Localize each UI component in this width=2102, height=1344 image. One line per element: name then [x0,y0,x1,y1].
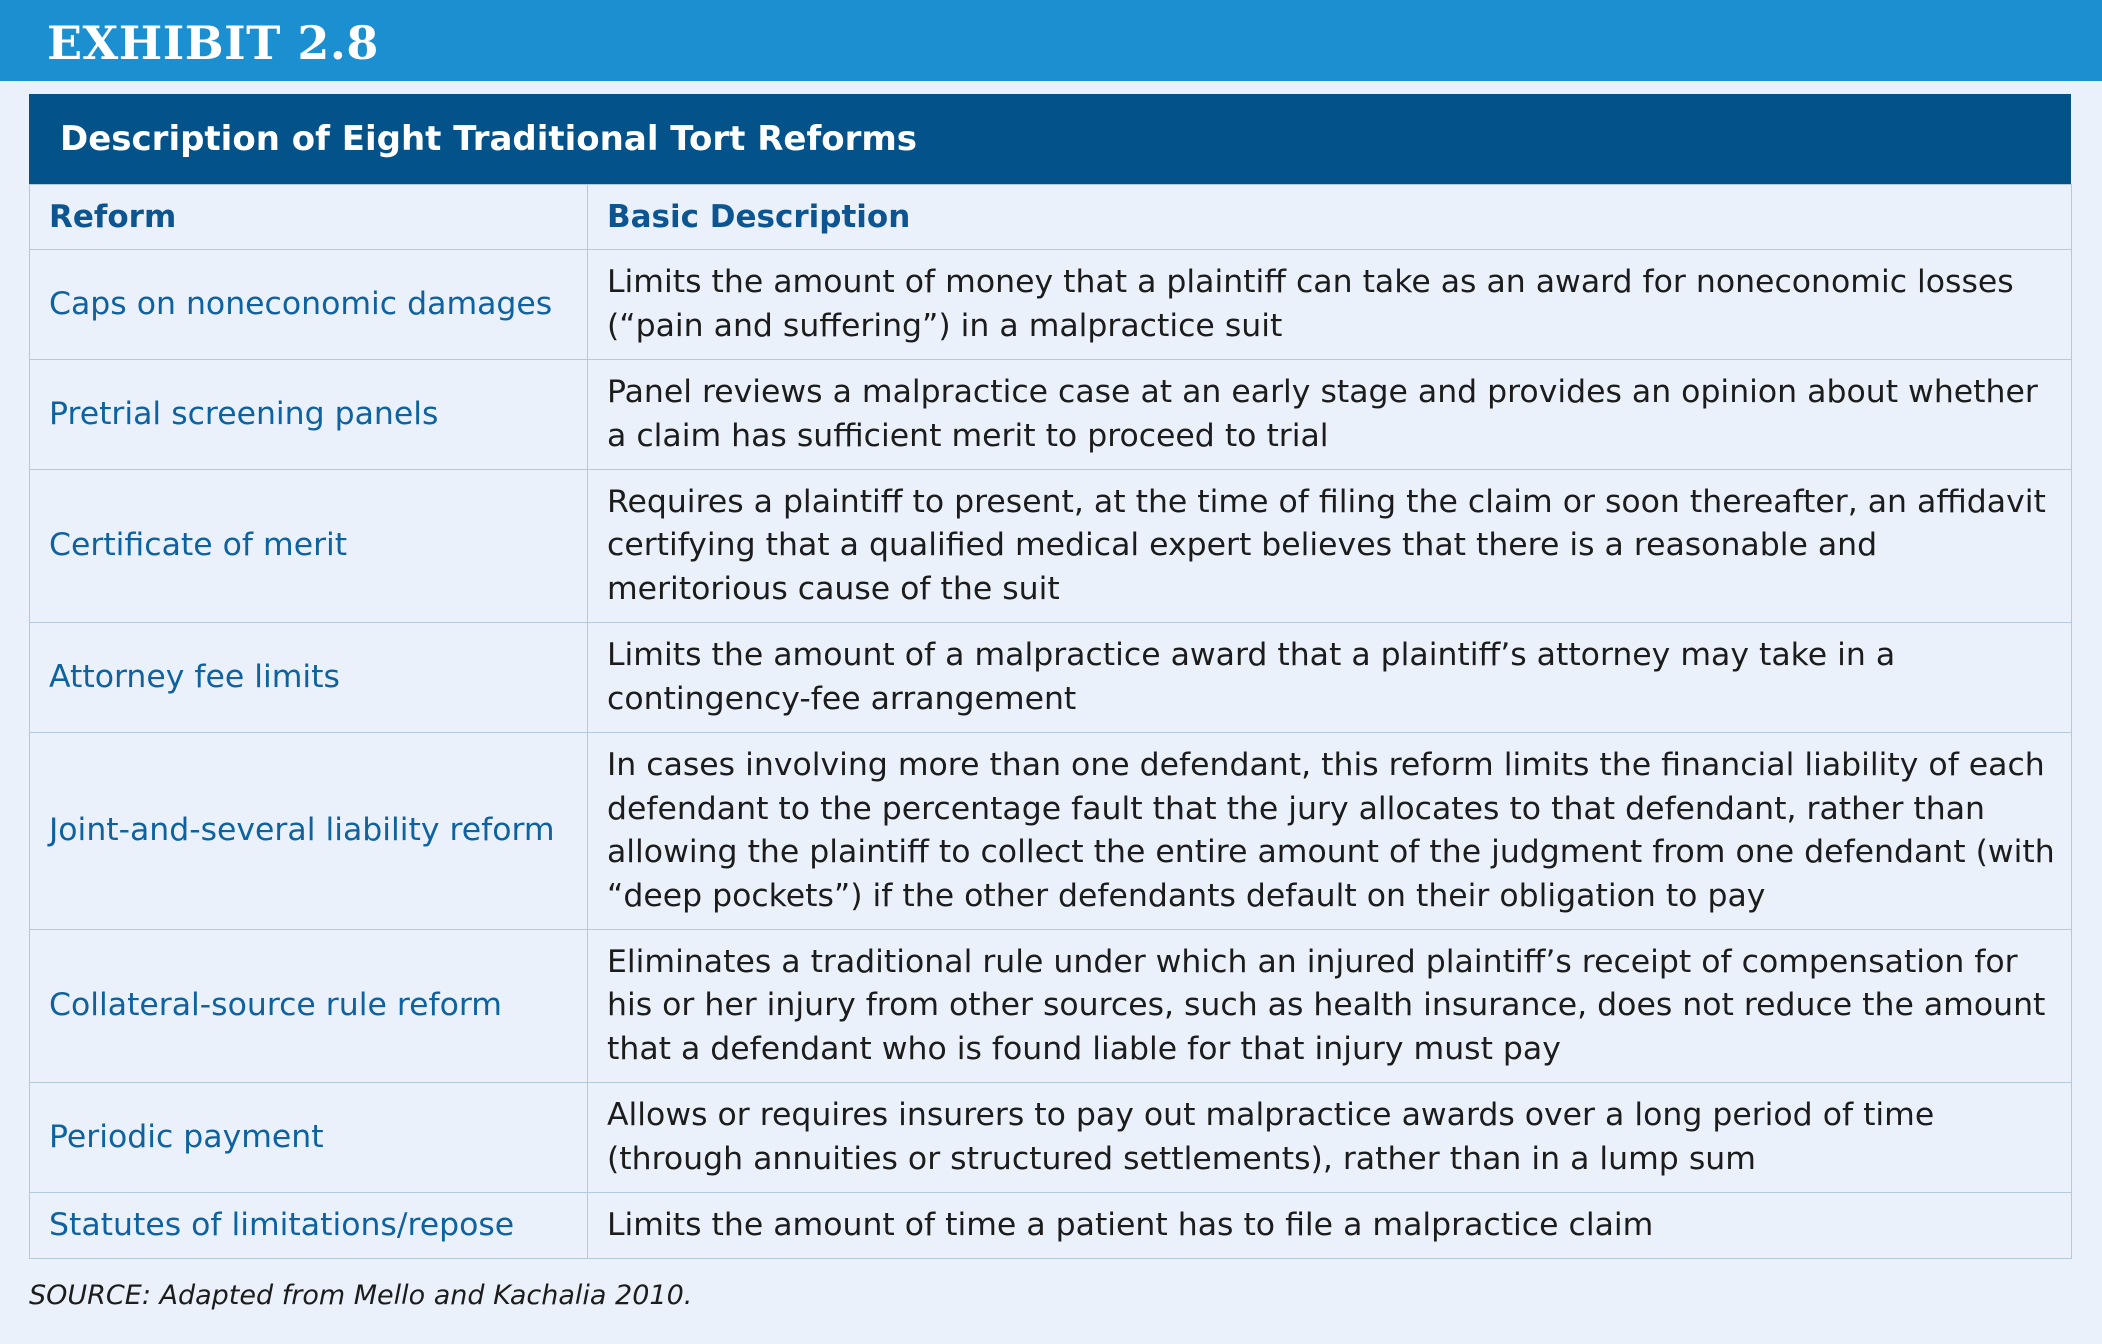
tort-reforms-table-container [29,94,2071,1259]
reform-name: Joint-and-several liability reform [30,733,588,930]
source-citation: SOURCE: Adapted from Mello and Kachalia 2010. [29,1280,693,1311]
column-header-row [30,185,2072,250]
reform-name: Attorney fee limits [30,623,588,733]
table-title-bar [29,94,2071,184]
reform-name: Caps on noneconomic damages [30,250,588,360]
reform-description: Limits the amount of money that a plaintiff can take as an award for noneconomic losses (“pain and suffering”) in a malpractice suit [588,250,2072,360]
tort-reforms-table [29,184,2072,1259]
table-row [30,1193,2072,1259]
reform-description: In cases involving more than one defendant, this reform limits the financial liability of each defendant to the percentage fault that the jury allocates to that defendant, rather than allowing the plaintiff to collect the entire amount of the judgment from one defendant (with “deep pockets”) if the other defendants default on their obligation to pay [588,733,2072,930]
exhibit-banner [0,0,2102,81]
column-header-reform: Reform [30,185,588,250]
reform-name: Certificate of merit [30,470,588,623]
table-row [30,470,2072,623]
reform-description: Allows or requires insurers to pay out malpractice awards over a long period of time (through annuities or structured settlements), rather than in a lump sum [588,1083,2072,1193]
table-row [30,250,2072,360]
reform-name: Collateral-source rule reform [30,930,588,1083]
table-title: Description of Eight Traditional Tort Reforms [60,119,918,159]
reform-description: Requires a plaintiff to present, at the time of filing the claim or soon thereafter, an affidavit certifying that a qualified medical expert believes that there is a reasonable and meritorious cause of the suit [588,470,2072,623]
table-row [30,930,2072,1083]
column-header-description: Basic Description [588,185,2072,250]
exhibit-label: EXHIBIT 2.8 [47,16,379,70]
reform-description: Eliminates a traditional rule under which an injured plaintiff’s receipt of compensation for his or her injury from other sources, such as health insurance, does not reduce the amount that a defendant who is found liable for that injury must pay [588,930,2072,1083]
reform-description: Limits the amount of a malpractice award that a plaintiff’s attorney may take in a contingency-fee arrangement [588,623,2072,733]
table-row [30,360,2072,470]
reform-name: Periodic payment [30,1083,588,1193]
table-row [30,623,2072,733]
reform-name: Statutes of limitations/repose [30,1193,588,1259]
table-row [30,733,2072,930]
reform-description: Limits the amount of time a patient has to file a malpractice claim [588,1193,2072,1259]
reform-name: Pretrial screening panels [30,360,588,470]
reform-description: Panel reviews a malpractice case at an early stage and provides an opinion about whether a claim has sufficient merit to proceed to trial [588,360,2072,470]
table-row [30,1083,2072,1193]
